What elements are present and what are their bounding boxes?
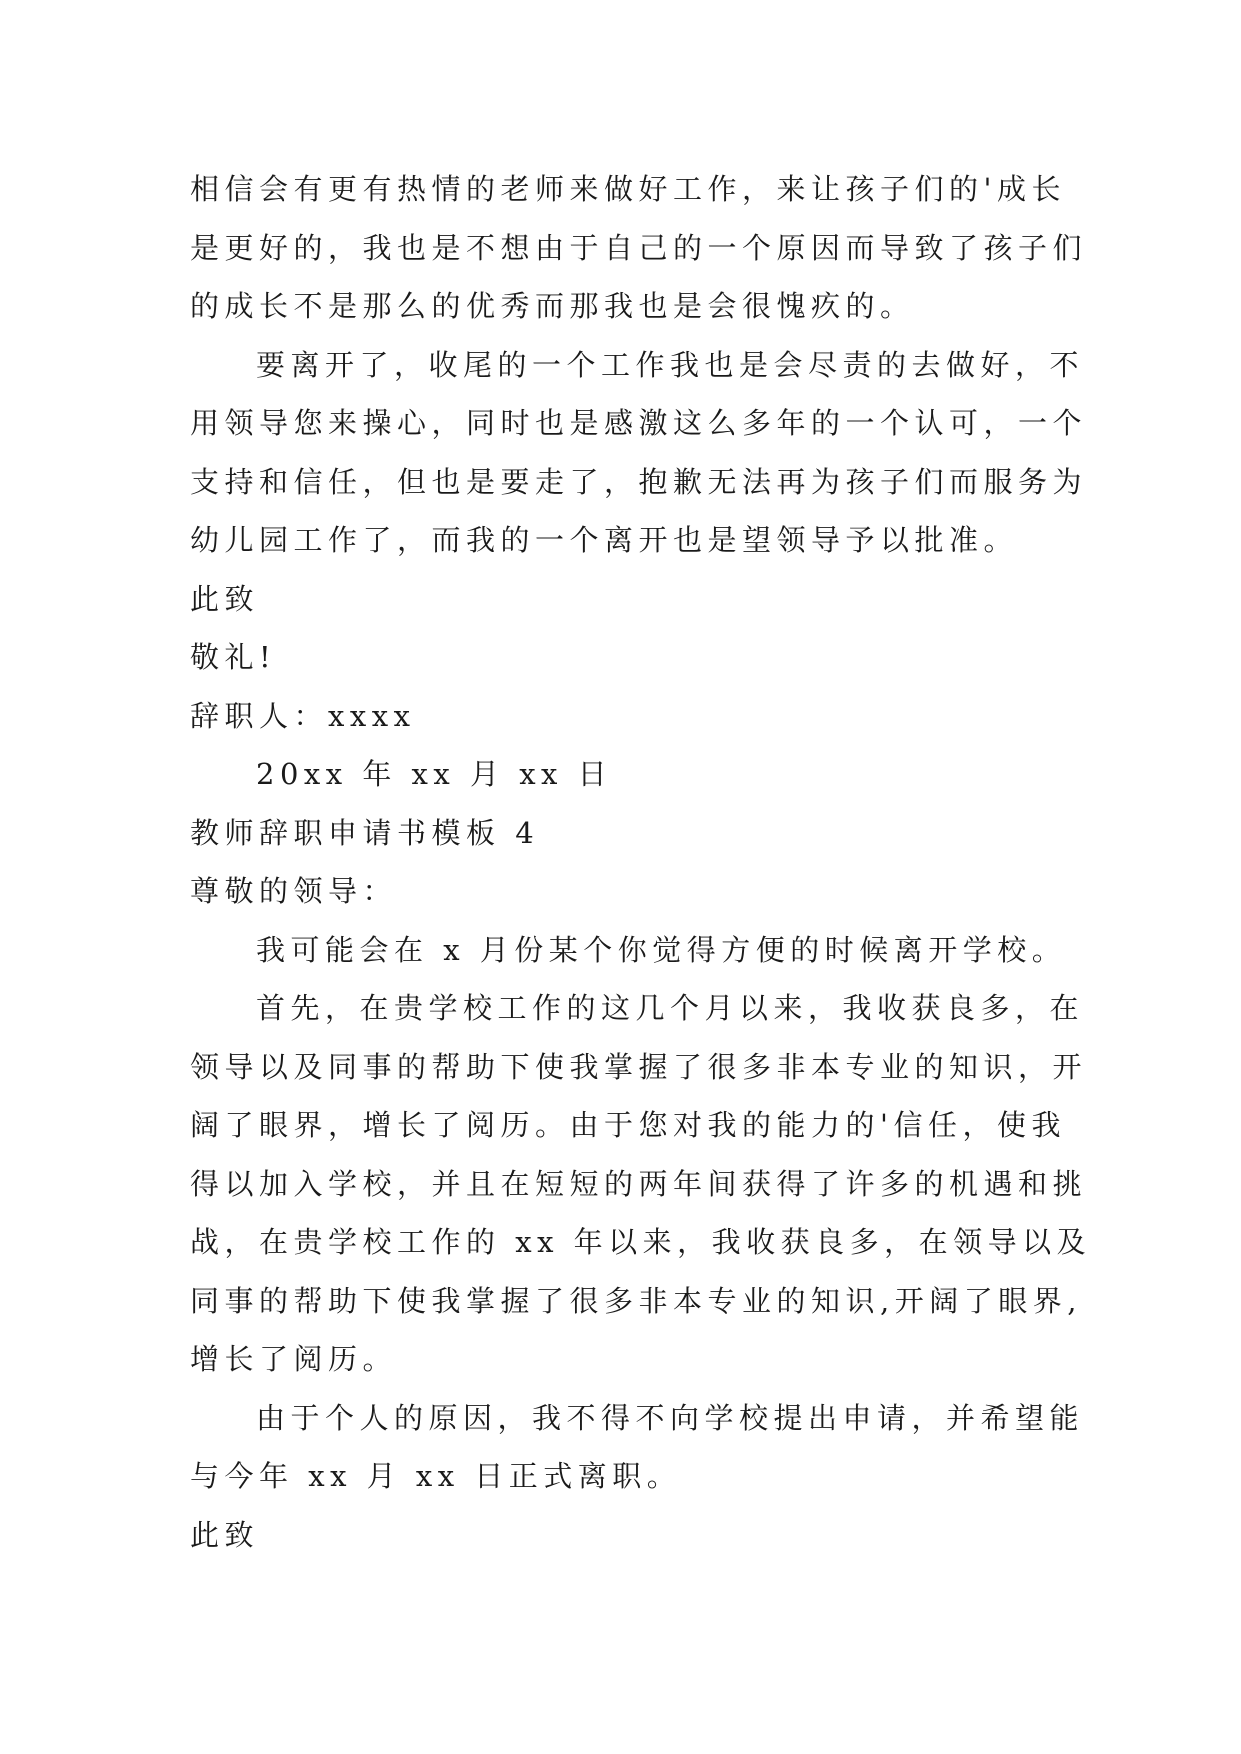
greeting: 尊敬的领导： <box>190 874 398 908</box>
section-title: 教师辞职申请书模板 4 <box>190 815 540 850</box>
text-line: 战，在贵学校工作的 xx 年以来，我收获良多，在领导以及 <box>190 1225 1092 1259</box>
text-line: 支持和信任，但也是要走了，抱歉无法再为孩子们而服务为 <box>190 464 1088 499</box>
paragraph-start-line: 由于个人的原因，我不得不向学校提出申请，并希望能 <box>256 1400 1085 1435</box>
text-line: 用领导您来操心，同时也是感激这么多年的一个认可，一个 <box>190 406 1088 440</box>
text-line: 同事的帮助下使我掌握了很多非本专业的知识,开阔了眼界, <box>190 1283 1082 1318</box>
text-line: 得以加入学校，并且在短短的两年间获得了许多的机遇和挑 <box>190 1166 1088 1201</box>
text-line: 增长了阅历。 <box>190 1342 398 1376</box>
text-line: 阔了眼界，增长了阅历。由于您对我的能力的'信任，使我 <box>190 1108 1066 1142</box>
document-body <box>190 160 1092 1564</box>
closing-salutation: 此致 <box>190 581 260 616</box>
text-line: 是更好的，我也是不想由于自己的一个原因而导致了孩子们 <box>190 230 1088 265</box>
text-line: 幼儿园工作了，而我的一个离开也是望领导予以批准。 <box>190 523 1019 557</box>
date-line: 20xx 年 xx 月 xx 日 <box>256 757 613 791</box>
paragraph-start-line: 首先，在贵学校工作的这几个月以来，我收获良多，在 <box>256 991 1085 1025</box>
closing-regards: 敬礼! <box>190 640 277 674</box>
paragraph-start-line: 要离开了，收尾的一个工作我也是会尽责的去做好，不 <box>256 347 1085 382</box>
text-line: 的成长不是那么的优秀而那我也是会很愧疚的。 <box>190 289 915 323</box>
closing-salutation: 此致 <box>190 1517 260 1552</box>
signature-line: 辞职人：xxxx <box>190 698 416 733</box>
text-line: 领导以及同事的帮助下使我掌握了很多非本专业的知识，开 <box>190 1049 1088 1084</box>
text-line: 相信会有更有热情的老师来做好工作，来让孩子们的'成长 <box>190 172 1066 206</box>
text-line: 与今年 xx 月 xx 日正式离职。 <box>190 1459 682 1493</box>
paragraph-start-line: 我可能会在 x 月份某个你觉得方便的时候离开学校。 <box>256 932 1067 967</box>
